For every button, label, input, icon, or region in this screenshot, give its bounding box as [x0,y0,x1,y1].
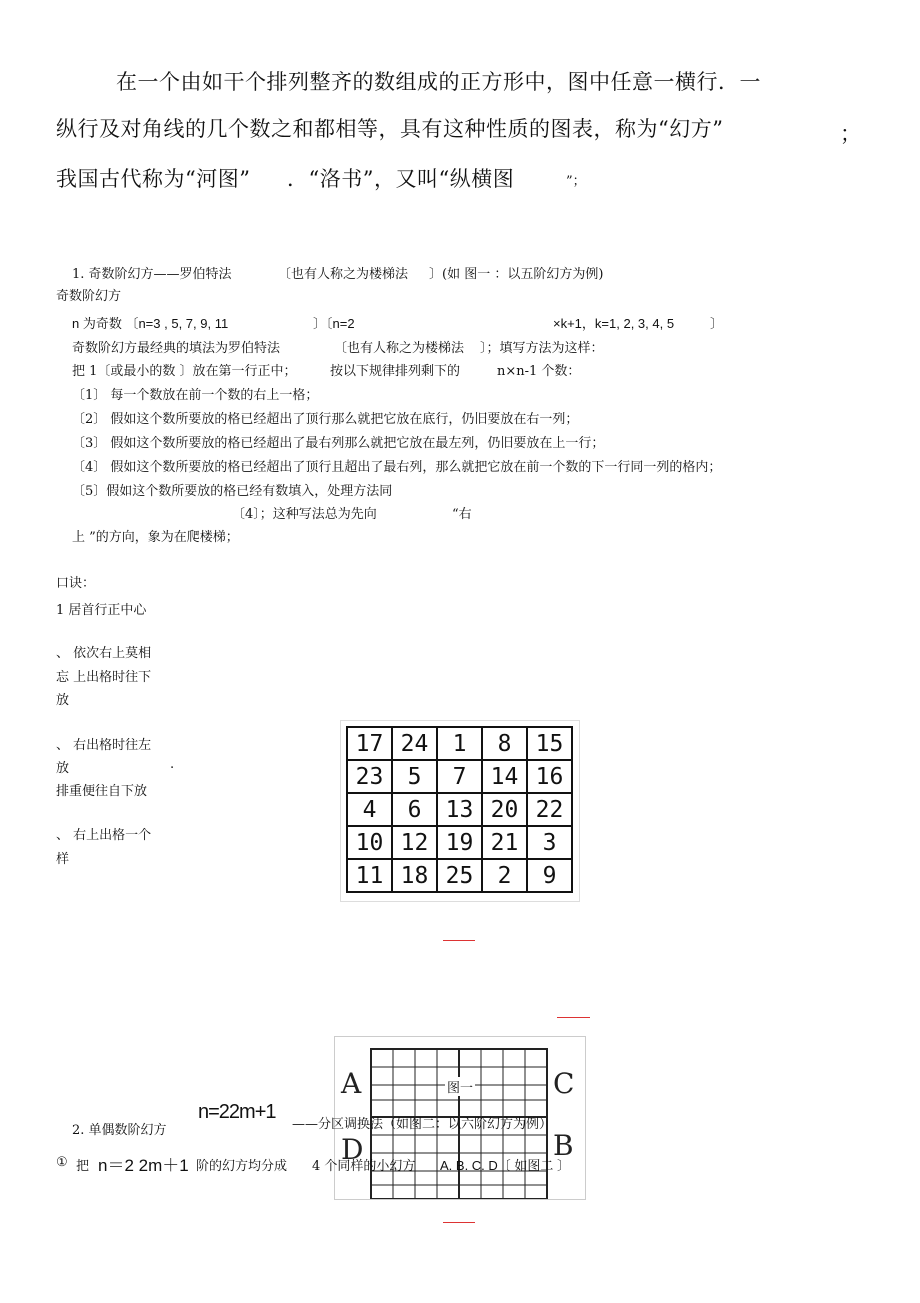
place-a: 把 1〔或最小的数 〕放在第一行正中； [72,364,297,379]
red-divider [443,1222,475,1223]
intro-line-2-tail: ； [840,122,862,146]
rule-3: 〔3〕 假如这个数所要放的格已经超出了最右列那么就把它放在最左列，仍旧要放在上一行； [72,436,605,451]
magic-square-cell: 7 [437,760,482,793]
section1-sub: 奇数阶幻方 [56,289,122,304]
cond-b: 〕〔n=2 [313,316,355,331]
intro-line-1: 在一个由如干个排列整齐的数组成的正方形中，图中任意一横行．一 [116,70,761,94]
magic-square-cell: 14 [482,760,527,793]
table-row [347,859,572,892]
quadrant-label-b: B [553,1129,574,1162]
rule-4: 〔4〕 假如这个数所要放的格已经超出了顶行且超出了最右列，那么就把它放在前一个数的下一行同一列的格内； [72,460,722,475]
magic-square-cell: 23 [347,760,392,793]
figure-caption: 图一 [445,1077,475,1096]
magic-square-cell: 12 [392,826,437,859]
magic-square-cell: 15 [527,727,572,760]
table-row [347,727,572,760]
rule-5: 〔5〕假如这个数所要放的格已经有数填入，处理方法同 [72,484,393,499]
step-d: A. B. C. D〔 如图二 〕 [440,1158,571,1173]
magic-square-cell: 1 [437,727,482,760]
section2-method: ——分区调换法（如图二：以六阶幻方为例） [292,1117,553,1132]
intro-line-3b: ．“洛书”，又叫“纵横图 [287,167,515,191]
mnemonic-title: 口诀： [56,576,96,591]
mnemonic-line-3c: 排重便往自下放 [56,784,148,799]
table-row [347,760,572,793]
quadrant-label-d: D [341,1133,364,1166]
magic-square-cell: 21 [482,826,527,859]
mnemonic-line-4a: 、 右上出格一个 [56,828,152,843]
step-a: 把 [76,1159,90,1174]
rule-5-cont-c: 上 ”的方向，象为在爬楼梯； [72,530,239,545]
rule-2: 〔2〕 假如这个数所要放的格已经超出了顶行那么就把它放在底行，仍旧要放在右一列； [72,412,579,427]
quadrant-label-c: C [553,1067,575,1100]
mnemonic-line-3b: 放 [56,761,70,776]
rule-1: 〔1〕 每一个数放在前一个数的右上一格； [72,388,319,403]
magic-square-cell: 8 [482,727,527,760]
intro-line-2: 纵行及对角线的几个数之和都相等，具有这种性质的图表，称为“幻方” [56,117,724,141]
intro-line-3: 我国古代称为“河图” [56,167,251,191]
section1-heading: 1. 奇数阶幻方——罗伯特法 [72,267,232,282]
magic-square-cell: 17 [347,727,392,760]
step-formula: n＝2 2m＋1 [98,1156,189,1175]
method-c: 〕；填写方法为这样： [480,341,604,356]
mnemonic-line-2b: 忘 上出格时往下 [56,670,152,685]
mnemonic-line-1: 1 居首行正中心 [56,603,147,618]
mnemonic-dot: . [170,757,175,772]
rule-5-cont-b: “右 [452,507,472,522]
table-row [347,826,572,859]
cond-c: ×k+1，k=1, 2, 3, 4, 5 [553,316,675,331]
red-divider [443,940,475,941]
magic-square-cell: 9 [527,859,572,892]
magic-square-cell: 10 [347,826,392,859]
step-number: ① [56,1155,68,1170]
magic-square-cell: 2 [482,859,527,892]
magic-square-cell: 5 [392,760,437,793]
mnemonic-line-3a: 、 右出格时往左 [56,738,152,753]
section1-heading-tail: 〕(如 图一 ：以五阶幻方为例) [429,267,604,282]
magic-square-cell: 19 [437,826,482,859]
place-b: 按以下规律排列剩下的 [330,364,461,379]
magic-square-cell: 4 [347,793,392,826]
red-divider [557,1017,590,1018]
magic-square-cell: 20 [482,793,527,826]
magic-square-cell: 3 [527,826,572,859]
magic-square-cell: 6 [392,793,437,826]
quadrant-label-a: A [341,1067,362,1100]
magic-square-cell: 24 [392,727,437,760]
intro-line-3c: ”； [566,174,586,189]
step-b: 阶的幻方均分成 [196,1159,288,1174]
cond-d: 〕 [710,316,724,331]
section2-formula: n=22m+1 [198,1101,276,1123]
magic-square-cell: 22 [527,793,572,826]
method-a: 奇数阶幻方最经典的填法为罗伯特法 [72,341,281,356]
section2-heading: 2. 单偶数阶幻方 [72,1123,167,1138]
magic-square-cell: 16 [527,760,572,793]
method-b: 〔也有人称之为楼梯法 [334,341,465,356]
section1-heading-note: 〔也有人称之为楼梯法 [278,267,409,282]
cond-a: n 为奇数 〔n=3 , 5, 7, 9, 11 [72,316,229,331]
magic-square-figure [340,720,580,902]
mnemonic-line-2c: 放 [56,693,70,708]
mnemonic-line-4b: 样 [56,852,70,867]
magic-square-cell: 11 [347,859,392,892]
magic-square-cell: 18 [392,859,437,892]
rule-5-cont-a: 〔4〕；这种写法总为先向 [232,507,377,522]
magic-square-cell: 13 [437,793,482,826]
step-c: 4 个同样的小幻方 [312,1159,416,1174]
place-c: n×n-1 个数： [497,364,581,379]
magic-square-table [346,726,573,893]
magic-square-cell: 25 [437,859,482,892]
mnemonic-line-2a: 、 依次右上莫相 [56,646,152,661]
table-row [347,793,572,826]
